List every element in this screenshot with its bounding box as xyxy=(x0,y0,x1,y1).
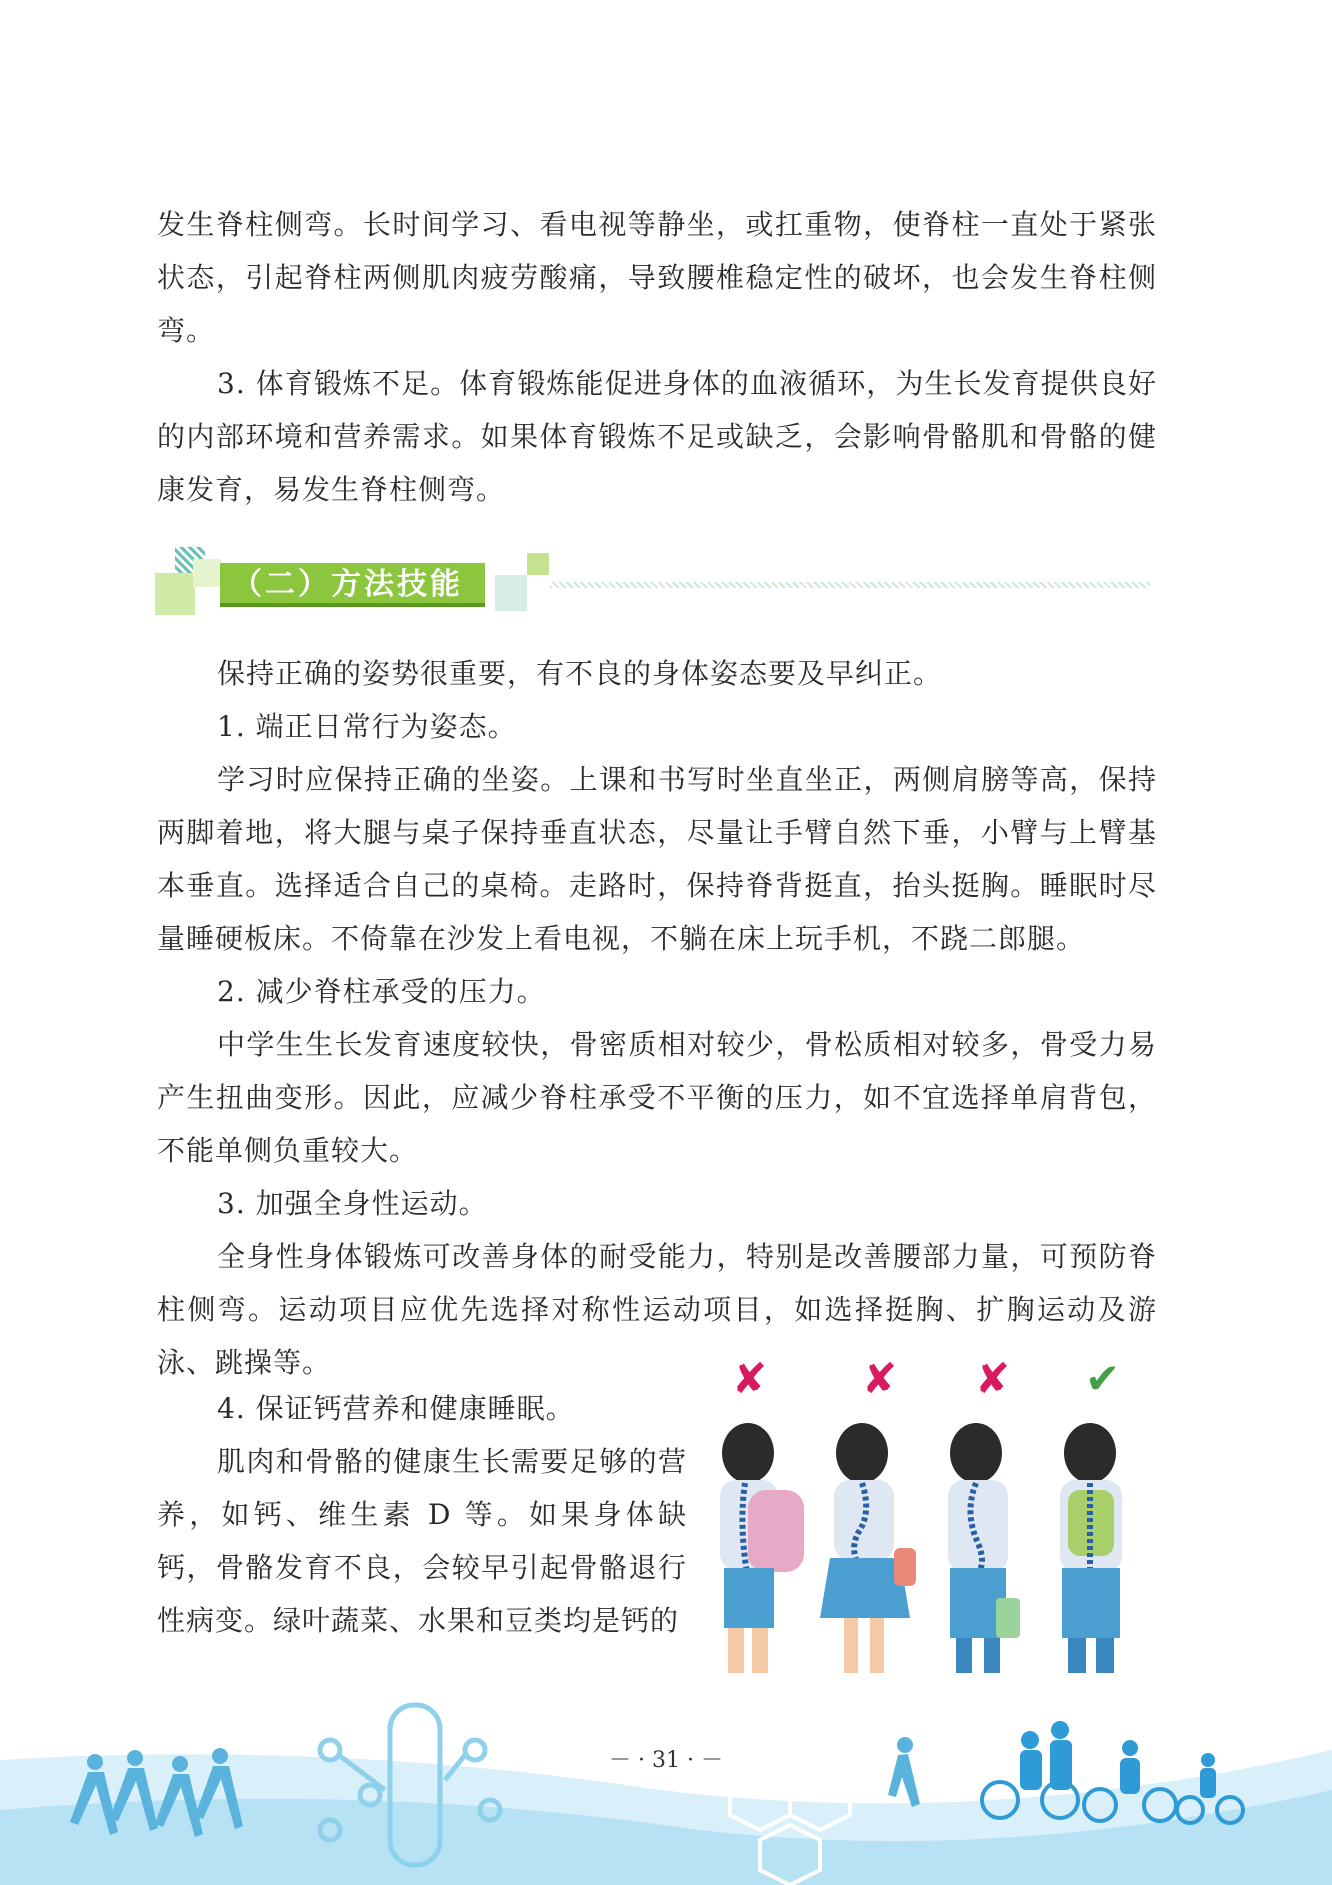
wrong-mark-icon: ✘ xyxy=(862,1354,898,1403)
side-text xyxy=(157,1382,687,1647)
student-figure-icon xyxy=(1036,1418,1146,1678)
paragraph: 1. 端正日常行为姿态。 xyxy=(217,710,517,743)
page-number: － · 31 · － xyxy=(609,1748,723,1773)
footer-decoration xyxy=(0,1700,1332,1885)
paragraph: 肌肉和骨骼的健康生长需要足够的营养，如钙、维生素 D 等。如果身体缺钙，骨骼发育不良，会较早引起骨骼退行性病变。绿叶蔬菜、水果和豆类均是钙的 xyxy=(157,1445,687,1637)
square-decoration xyxy=(155,573,195,615)
paragraph: 发生脊柱侧弯。长时间学习、看电视等静坐，或扛重物，使脊柱一直处于紧张状态，引起脊柱两侧肌肉疲劳酸痛，导致腰椎稳定性的破坏，也会发生脊柱侧弯。 xyxy=(157,208,1157,347)
student-figure-icon xyxy=(700,1418,810,1678)
student-figure-icon xyxy=(924,1418,1034,1678)
paragraph: 3. 加强全身性运动。 xyxy=(217,1187,488,1220)
wrong-mark-icon: ✘ xyxy=(732,1354,768,1403)
section-header xyxy=(155,545,1155,617)
header-divider xyxy=(550,582,1150,588)
paragraph: 3. 体育锻炼不足。体育锻炼能促进身体的血液循环，为生长发育提供良好的内部环境和营养需求。如果体育锻炼不足或缺乏，会影响骨骼肌和骨骼的健康发育，易发生脊柱侧弯。 xyxy=(157,367,1157,506)
square-decoration xyxy=(193,559,221,587)
intro-text xyxy=(157,198,1157,516)
wrong-mark-icon: ✘ xyxy=(975,1354,1011,1403)
paragraph: 4. 保证钙营养和健康睡眠。 xyxy=(217,1392,575,1425)
check-mark-icon: ✔ xyxy=(1085,1354,1121,1403)
square-decoration xyxy=(527,553,549,575)
section-title: （二）方法技能 xyxy=(220,563,485,607)
posture-illustration xyxy=(700,1354,1150,1678)
paragraph: 保持正确的姿势很重要，有不良的身体姿态要及早纠正。 xyxy=(217,657,943,690)
paragraph: 2. 减少脊柱承受的压力。 xyxy=(217,975,546,1008)
paragraph: 学习时应保持正确的坐姿。上课和书写时坐直坐正，两侧肩膀等高，保持两脚着地，将大腿与桌子保持垂直状态，尽量让手臂自然下垂，小臂与上臂基本垂直。选择适合自己的桌椅。走路时，保持脊背挺直，抬头挺胸。睡眠时尽量睡硬板床。不倚靠在沙发上看电视，不躺在床上玩手机，不跷二郎腿。 xyxy=(157,763,1157,955)
main-text xyxy=(157,647,1157,1389)
paragraph: 中学生生长发育速度较快，骨密质相对较少，骨松质相对较多，骨受力易产生扭曲变形。因此，应减少脊柱承受不平衡的压力，如不宜选择单肩背包，不能单侧负重较大。 xyxy=(157,1028,1157,1167)
square-decoration xyxy=(495,575,527,611)
paragraph: 全身性身体锻炼可改善身体的耐受能力，特别是改善腰部力量，可预防脊柱侧弯。运动项目应优先选择对称性运动项目，如选择挺胸、扩胸运动及游泳、跳操等。 xyxy=(157,1240,1157,1379)
student-figure-icon xyxy=(812,1418,922,1678)
